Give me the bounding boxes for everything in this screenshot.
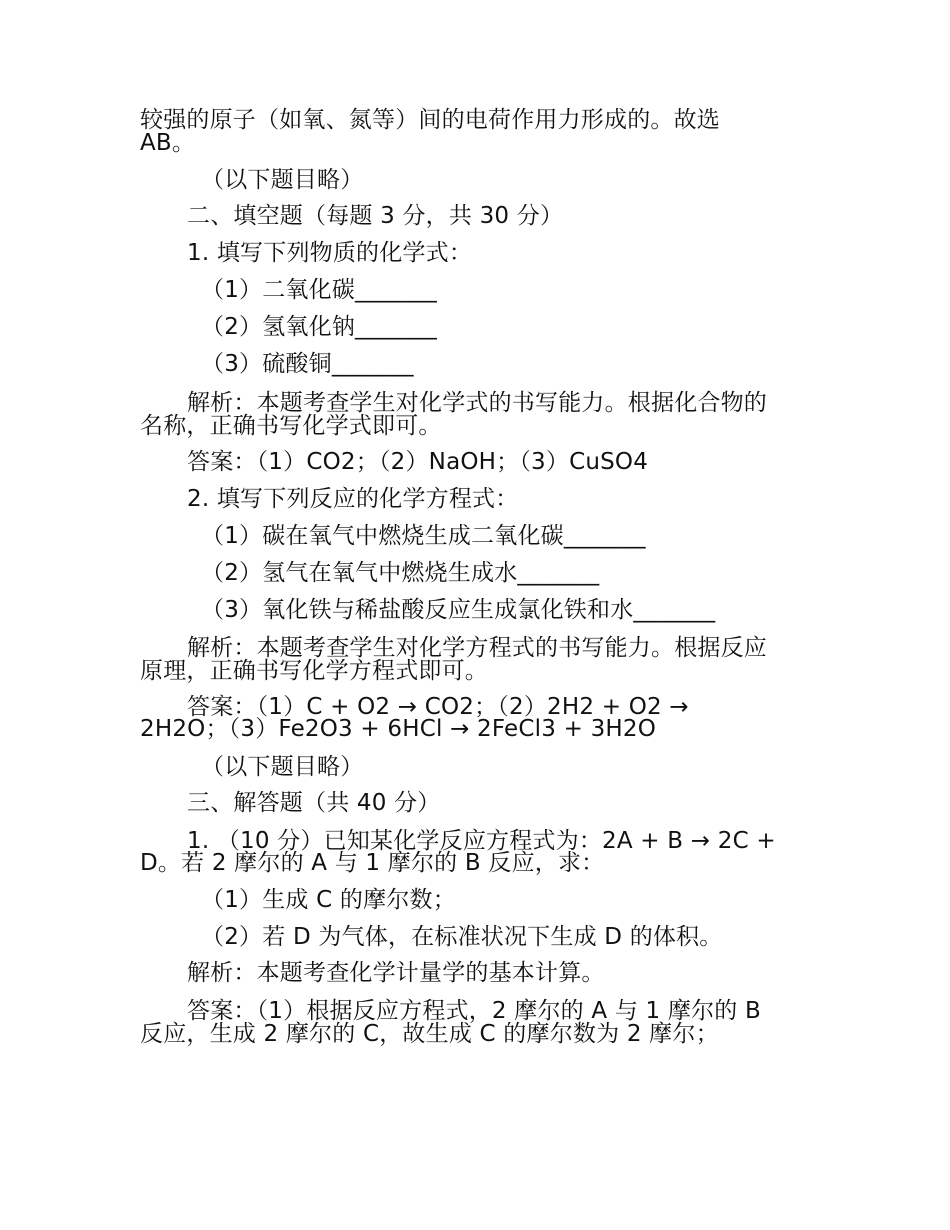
section-heading: 二、填空题（每题 3 分，共 30 分） <box>187 203 564 229</box>
answer-text: 答案：（1）CO2；（2）NaOH；（3）CuSO4 <box>187 449 649 475</box>
answer-text: 反应，生成 2 摩尔的 C，故生成 C 的摩尔数为 2 摩尔； <box>140 1021 719 1047</box>
analysis-text: 解析：本题考查学生对化学式的书写能力。根据化合物的 <box>187 390 767 416</box>
question-item: （1）碳在氧气中燃烧生成二氧化碳_______ <box>201 523 646 549</box>
question-title: D。若 2 摩尔的 A 与 1 摩尔的 B 反应，求： <box>140 850 605 876</box>
question-item: （2）氢气在氧气中燃烧生成水_______ <box>201 560 600 586</box>
analysis-text: 原理，正确书写化学方程式即可。 <box>140 658 488 684</box>
question-item: （2）氢氧化钠_______ <box>201 314 437 340</box>
analysis-text: 解析：本题考查学生对化学方程式的书写能力。根据反应 <box>187 635 767 661</box>
analysis-text: 解析：本题考查化学计量学的基本计算。 <box>187 960 605 986</box>
answer-text: 答案：（1）C + O2 → CO2；（2）2H2 + O2 → <box>187 694 689 720</box>
question-title: 1. 填写下列物质的化学式： <box>187 240 473 266</box>
answer-text: 2H2O；（3）Fe2O3 + 6HCl → 2FeCl3 + 3H2O <box>140 716 657 742</box>
text-line: 较强的原子（如氧、氮等）间的电荷作用力形成的。故选 <box>140 107 720 133</box>
question-item: （2）若 D 为气体，在标准状况下生成 D 的体积。 <box>201 924 723 950</box>
question-item: （3）硫酸铜_______ <box>201 351 414 377</box>
question-title: 2. 填写下列反应的化学方程式： <box>187 486 519 512</box>
question-item: （3）氧化铁与稀盐酸反应生成氯化铁和水_______ <box>201 597 716 623</box>
question-item: （1）生成 C 的摩尔数； <box>201 887 456 913</box>
text-line: （以下题目略） <box>201 167 364 193</box>
question-title: 1. （10 分）已知某化学反应方程式为：2A + B → 2C + <box>187 828 776 854</box>
answer-text: 答案：（1）根据反应方程式，2 摩尔的 A 与 1 摩尔的 B <box>187 998 761 1024</box>
analysis-text: 名称，正确书写化学式即可。 <box>140 413 442 439</box>
section-heading: 三、解答题（共 40 分） <box>187 790 441 816</box>
text-line: AB。 <box>140 130 196 156</box>
question-item: （1）二氧化碳_______ <box>201 277 437 303</box>
text-line: （以下题目略） <box>201 754 364 780</box>
